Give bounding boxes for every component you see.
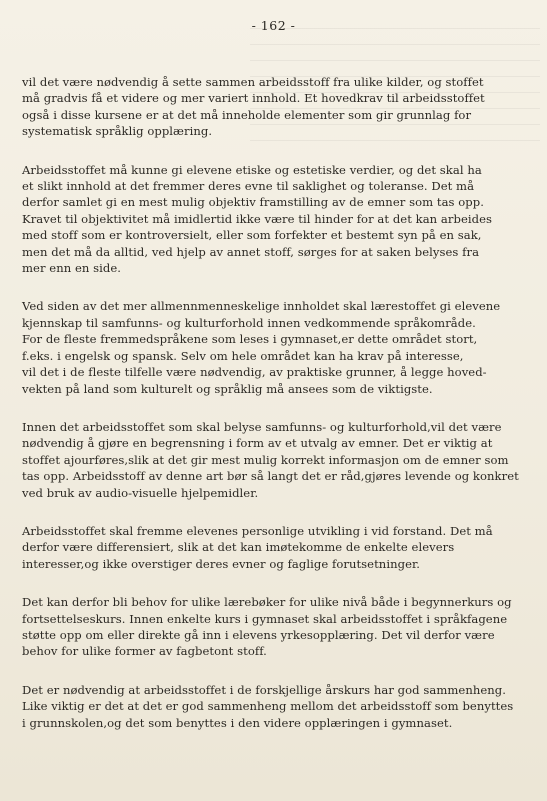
text-line: i grunnskolen,og det som benyttes i den videre opplæringen i gymnaset. — [22, 715, 453, 730]
text-line: For de fleste fremmedspråkene som leses i gymnaset,er dette området stort, — [22, 332, 478, 347]
text-line: systematisk språklig opplæring. — [22, 124, 213, 139]
text-line: vekten på land som kulturelt og språklig må ansees som de viktigste. — [22, 381, 433, 396]
text-line: nødvendig å gjøre en begrensning i form av et utvalg av emner. Det er viktig at — [22, 436, 493, 451]
text-line: behov for ulike former av fagbetont stoff. — [22, 644, 267, 659]
paragraph-6 — [22, 594, 534, 660]
page-number: - 162 - — [251, 18, 296, 33]
paragraph-2 — [22, 162, 534, 277]
body-text — [22, 74, 534, 753]
text-line: stoffet ajourføres,slik at det gir mest mulig korrekt informasjon om de emner som — [22, 452, 509, 467]
text-line: fortsettelseskurs. Innen enkelte kurs i gymnaset skal arbeidsstoffet i språkfagene — [22, 611, 508, 626]
text-line: vil det være nødvendig å sette sammen arbeidsstoff fra ulike kilder, og stoffet — [22, 75, 484, 89]
text-line: Det er nødvendig at arbeidsstoffet i de forskjellige årskurs har god sammenheng. — [22, 682, 506, 697]
paragraph-5 — [22, 523, 534, 572]
paragraph-3 — [22, 298, 534, 396]
text-line: ved bruk av audio-visuelle hjelpemidler. — [22, 485, 259, 500]
text-line: Like viktig er det at det er god sammenheng mellom det arbeidsstoff som benyttes — [22, 699, 514, 714]
text-line: støtte opp om eller direkte gå inn i elevens yrkesopplæring. Det vil derfor være — [22, 627, 495, 642]
text-line: mer enn en side. — [22, 261, 122, 276]
paragraph-7 — [22, 682, 534, 731]
text-line: også i disse kursene er at det må inneholde elementer som gir grunnlag for — [22, 107, 472, 122]
text-line: kjennskap til samfunns- og kulturforhold innen vedkommende språkområde. — [22, 315, 476, 330]
text-line: interesser,og ikke overstiger deres evner og faglige forutsetninger. — [22, 556, 421, 571]
text-line: Det kan derfor bli behov for ulike lærebøker for ulike nivå både i begynnerkurs og — [22, 595, 512, 610]
text-line: må gradvis få et videre og mer variert innhold. Et hovedkrav til arbeidsstoffet — [22, 91, 485, 106]
text-line: f.eks. i engelsk og spansk. Selv om hele området kan ha krav på interesse, — [22, 348, 464, 363]
text-line: vil det i de fleste tilfelle være nødvendig, av praktiske grunner, å legge hoved- — [22, 365, 487, 380]
text-line: men det må da alltid, ved hjelp av annet stoff, sørges for at saken belyses fra — [22, 244, 480, 259]
paragraph-1 — [22, 74, 534, 140]
text-line: derfor være differensiert, slik at det kan imøtekomme de enkelte elevers — [22, 540, 455, 555]
text-line: med stoff som er kontroversielt, eller som forfekter et bestemt syn på en sak, — [22, 228, 482, 243]
paragraph-4 — [22, 419, 534, 501]
text-line: derfor samlet gi en mest mulig objektiv framstilling av de emner som tas opp. — [22, 195, 484, 210]
text-line: Arbeidsstoffet skal fremme elevenes personlige utvikling i vid forstand. Det må — [22, 523, 493, 538]
text-line: Arbeidsstoffet må kunne gi elevene etiske og estetiske verdier, og det skal ha — [22, 162, 482, 177]
text-line: Kravet til objektivitet må imidlertid ikke være til hinder for at det kan arbeides — [22, 211, 493, 226]
text-line: et slikt innhold at det fremmer deres evne til saklighet og toleranse. Det må — [22, 179, 475, 194]
text-line: Innen det arbeidsstoffet som skal belyse samfunns- og kulturforhold,vil det være — [22, 419, 502, 434]
text-line: tas opp. Arbeidsstoff av denne art bør så langt det er råd,gjøres levende og konkret — [22, 469, 519, 484]
text-line: Ved siden av det mer allmennmenneskelige innholdet skal lærestoffet gi elevene — [22, 299, 501, 314]
